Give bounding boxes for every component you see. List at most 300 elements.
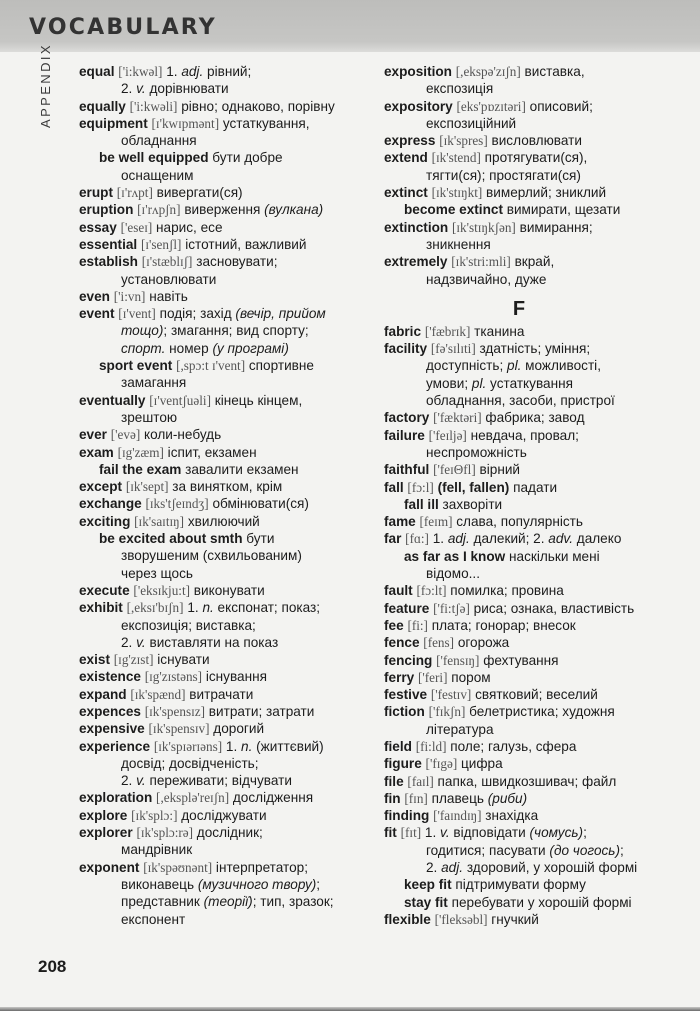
translation: цифра xyxy=(457,756,503,772)
grammar-note: adv. xyxy=(548,531,573,547)
transcription: [ɪg'zæm] xyxy=(117,444,164,460)
grammar-note: (вечір, прийом xyxy=(235,306,326,322)
headword: equal xyxy=(79,64,115,79)
translation: (fell, fallen) xyxy=(437,479,510,495)
entry-continuation xyxy=(79,340,374,357)
headword: keep fit xyxy=(404,877,452,893)
transcription: [ɪ'rʌpʃn] xyxy=(137,202,181,218)
translation: навіть xyxy=(145,288,188,304)
dictionary-entry xyxy=(79,253,374,270)
grammar-note: n. xyxy=(202,600,214,616)
translation: ; змагання; вид спорту; xyxy=(163,323,309,339)
dictionary-entry xyxy=(384,132,694,149)
transcription: [fə'sɪlɪti] xyxy=(430,341,476,357)
dictionary-entry xyxy=(384,530,694,547)
translation: вірний xyxy=(475,462,521,478)
translation: висловлювати xyxy=(487,133,582,149)
translation: мандрівник xyxy=(121,842,193,858)
entry-continuation xyxy=(79,911,374,928)
headword: explorer xyxy=(79,825,133,841)
transcription: ['feri] xyxy=(418,669,448,685)
translation: 2. xyxy=(121,773,137,789)
translation: падати xyxy=(509,479,558,495)
transcription: ['feɪljə] xyxy=(428,427,467,443)
translation: існувати xyxy=(153,652,210,668)
dictionary-entry xyxy=(384,634,694,651)
grammar-note: спорт. xyxy=(121,340,166,356)
phrase-entry xyxy=(384,548,694,565)
translation: вимерлий; зниклий xyxy=(482,185,607,201)
headword: equipment xyxy=(79,115,148,131)
transcription: [ɪ'senʃl] xyxy=(140,236,182,252)
dictionary-entry xyxy=(384,755,694,772)
transcription: [ɪ'vent] xyxy=(118,306,156,322)
dictionary-entry xyxy=(79,789,374,806)
entry-continuation xyxy=(79,322,374,339)
headword: become extinct xyxy=(404,202,503,218)
entry-continuation xyxy=(384,271,694,288)
dictionary-entry xyxy=(79,444,374,461)
transcription: [fɑ:] xyxy=(405,531,429,547)
headword: fin xyxy=(384,790,401,806)
translation: відповідати xyxy=(449,825,530,841)
translation: кінець кінцем, xyxy=(210,392,303,408)
translation: номер xyxy=(165,340,213,356)
dictionary-entry xyxy=(79,513,374,530)
entry-continuation xyxy=(79,565,374,582)
transcription: [ɪ'stæblɪʃ] xyxy=(141,254,193,270)
headword: expand xyxy=(79,686,127,702)
headword: flexible xyxy=(384,911,431,927)
grammar-note: (музичного твору) xyxy=(197,876,317,892)
translation: нарис, есе xyxy=(152,219,223,235)
headword: be well equipped xyxy=(99,150,209,166)
entry-continuation xyxy=(79,755,374,772)
translation: слава, популярність xyxy=(452,514,583,530)
dictionary-entry xyxy=(384,669,694,686)
headword: fall ill xyxy=(404,496,439,512)
page-number: 208 xyxy=(38,957,67,976)
translation: вивергати(ся) xyxy=(152,185,243,201)
entry-continuation xyxy=(79,841,374,858)
translation: далеко xyxy=(572,531,622,547)
headword: fence xyxy=(384,635,420,651)
transcription: [ɪk'splɔ:rə] xyxy=(136,825,194,841)
transcription: ['evə] xyxy=(110,427,141,443)
translation: установлювати xyxy=(121,271,217,287)
headword: failure xyxy=(384,427,425,443)
translation: гнучкий xyxy=(487,911,539,927)
entry-continuation xyxy=(384,375,694,392)
dictionary-entry xyxy=(384,652,694,669)
headword: establish xyxy=(79,254,138,270)
translation: витрати; затрати xyxy=(205,703,315,719)
transcription: ['eksɪkju:t] xyxy=(133,582,191,598)
entry-continuation xyxy=(79,167,374,184)
headword: fail the exam xyxy=(99,461,182,477)
transcription: ['feɪΘfl] xyxy=(433,462,476,478)
transcription: [ɪk'stri:mli] xyxy=(451,254,511,270)
headword: exam xyxy=(79,444,114,460)
transcription: [faɪl] xyxy=(407,773,434,789)
transcription: [,eksplə'reɪʃn] xyxy=(156,790,230,806)
translation: існування xyxy=(202,669,267,685)
entry-continuation xyxy=(384,842,694,859)
appendix-side-label: APPENDIX xyxy=(38,43,53,128)
translation: засновувати; xyxy=(192,254,278,270)
headword: erupt xyxy=(79,185,113,201)
headword: extinction xyxy=(384,219,449,235)
translation: невдача, провал; xyxy=(466,427,579,443)
headword: explore xyxy=(79,807,128,823)
headword: sport event xyxy=(99,358,173,374)
headword: ferry xyxy=(384,669,415,685)
transcription: ['fɪkʃn] xyxy=(428,704,466,720)
headword: finding xyxy=(384,808,430,824)
grammar-note: pl. xyxy=(507,358,522,374)
translation: істотний, важливий xyxy=(181,236,307,252)
dictionary-entry xyxy=(79,219,374,236)
translation: через щось xyxy=(121,565,193,581)
dictionary-entry xyxy=(384,98,694,115)
translation: белетристика; художня xyxy=(465,704,615,720)
headword: exponent xyxy=(79,859,140,875)
transcription: [ɪk'spænd] xyxy=(130,686,186,702)
entry-continuation xyxy=(79,634,374,651)
dictionary-entry xyxy=(384,738,694,755)
dictionary-entry xyxy=(384,409,694,426)
translation: пором xyxy=(447,669,491,685)
translation: ; xyxy=(619,842,624,858)
translation: обладнання xyxy=(121,133,197,149)
translation: поле; галузь, сфера xyxy=(446,738,577,754)
dictionary-entry xyxy=(384,63,694,80)
headword: stay fit xyxy=(404,894,448,910)
translation: 1. xyxy=(162,64,182,79)
headword: factory xyxy=(384,410,430,426)
dictionary-entry xyxy=(384,427,694,444)
headword: except xyxy=(79,479,123,495)
translation: література xyxy=(426,721,494,737)
transcription: [ɪk'spəʊnənt] xyxy=(143,859,213,875)
translation: доступність; xyxy=(426,358,508,374)
translation: риса; ознака, властивість xyxy=(469,600,635,616)
translation: експозиція xyxy=(426,81,494,97)
grammar-note: v. xyxy=(136,81,146,97)
transcription: ['fi:tʃə] xyxy=(433,600,470,616)
translation: оснащеним xyxy=(121,167,194,183)
dictionary-entry xyxy=(384,824,694,841)
translation: огорожа xyxy=(454,635,510,651)
dictionary-entry xyxy=(384,253,694,270)
transcription: [ɪk'saɪtɪŋ] xyxy=(134,513,185,529)
grammar-note: v. xyxy=(136,634,146,650)
transcription: [fi:] xyxy=(407,617,428,633)
transcription: [ɪk'spensɪv] xyxy=(148,721,210,737)
translation: бути xyxy=(242,531,275,547)
headword: faithful xyxy=(384,462,430,478)
dictionary-entry xyxy=(384,686,694,703)
translation: рівно; однаково, порівну xyxy=(177,98,335,114)
grammar-note: v. xyxy=(440,825,450,841)
dictionary-entry xyxy=(79,703,374,720)
translation: фабрика; завод xyxy=(481,410,585,426)
translation: дорівнювати xyxy=(145,81,229,97)
translation: переживати; відчувати xyxy=(145,773,292,789)
dictionary-entry xyxy=(79,201,374,218)
dictionary-entry xyxy=(384,513,694,530)
translation: тканина xyxy=(470,323,525,339)
phrase-entry xyxy=(79,461,374,478)
headword: eventually xyxy=(79,392,146,408)
dictionary-entry xyxy=(384,323,694,340)
dictionary-entry xyxy=(79,859,374,876)
entry-continuation xyxy=(79,547,374,564)
translation: рівний; xyxy=(203,64,252,79)
dictionary-entry xyxy=(384,790,694,807)
translation: 1. xyxy=(183,600,203,616)
translation: протягувати(ся), xyxy=(480,150,588,166)
headword: exposition xyxy=(384,64,452,79)
headword: exchange xyxy=(79,496,142,512)
dictionary-entry xyxy=(384,617,694,634)
headword: file xyxy=(384,773,404,789)
translation: досліджувати xyxy=(177,807,267,823)
translation: ; тип, зразок; xyxy=(252,894,334,910)
headword: expository xyxy=(384,98,453,114)
translation: за винятком, крім xyxy=(168,479,283,495)
translation: тягти(ся); простягати(ся) xyxy=(426,167,581,183)
translation: бути добре xyxy=(208,150,283,166)
dictionary-entry xyxy=(384,184,694,201)
translation: можливості, xyxy=(521,358,601,374)
translation: представник xyxy=(121,894,204,910)
translation: витрачати xyxy=(185,686,254,702)
phrase-entry xyxy=(79,149,374,166)
grammar-note: (теорії) xyxy=(203,894,253,910)
headword: as far as I know xyxy=(404,548,506,564)
entry-continuation xyxy=(384,392,694,409)
translation: знахідка xyxy=(481,808,539,824)
transcription: [fɪn] xyxy=(404,790,428,806)
dictionary-entry xyxy=(384,703,694,720)
translation: виставляти на показ xyxy=(145,634,279,650)
headword: even xyxy=(79,288,110,304)
headword: fabric xyxy=(384,323,422,339)
headword: exciting xyxy=(79,513,131,529)
phrase-entry xyxy=(384,876,694,893)
translation: виконавець xyxy=(121,876,198,892)
headword: fiction xyxy=(384,704,425,720)
translation: дослідження xyxy=(229,790,314,806)
translation: дорогий xyxy=(209,721,265,737)
entry-continuation xyxy=(384,357,694,374)
dictionary-entry xyxy=(79,824,374,841)
translation: завалити екзамен xyxy=(181,461,299,477)
translation: замагання xyxy=(121,375,187,391)
dictionary-entry xyxy=(79,738,374,755)
headword: essay xyxy=(79,219,117,235)
translation: 1. xyxy=(421,825,441,841)
headword: execute xyxy=(79,582,130,598)
translation: далекий; 2. xyxy=(469,531,549,547)
translation: описовий; xyxy=(525,98,593,114)
entry-continuation xyxy=(384,859,694,876)
entry-continuation xyxy=(384,236,694,253)
transcription: [ɪk'spensɪz] xyxy=(144,703,205,719)
headword: fencing xyxy=(384,652,433,668)
translation: фехтування xyxy=(479,652,559,668)
headword: express xyxy=(384,133,436,149)
transcription: [ɪks'tʃeɪndʒ] xyxy=(145,496,209,512)
transcription: [feɪm] xyxy=(419,514,453,530)
entry-continuation xyxy=(79,617,374,634)
transcription: ['faɪndɪŋ] xyxy=(433,808,482,824)
translation: захворіти xyxy=(438,496,503,512)
headword: festive xyxy=(384,687,428,703)
headword: equally xyxy=(79,98,126,114)
transcription: [ɪk'spɪərɪəns] xyxy=(153,738,223,754)
translation: зрештою xyxy=(121,409,178,425)
dictionary-entry xyxy=(79,426,374,443)
headword: feature xyxy=(384,600,430,616)
transcription: ['eseɪ] xyxy=(120,219,153,235)
transcription: [ɪg'zɪst] xyxy=(113,652,154,668)
dictionary-entry xyxy=(384,582,694,599)
translation: вимирати, щезати xyxy=(502,202,621,218)
translation: інтерпретатор; xyxy=(212,859,308,875)
entry-continuation xyxy=(79,80,374,97)
transcription: [ɪk'splɔ:] xyxy=(131,807,178,823)
dictionary-entry xyxy=(79,720,374,737)
headword: facility xyxy=(384,341,428,357)
dictionary-entry xyxy=(384,773,694,790)
translation: устаткування, xyxy=(219,115,310,131)
dictionary-entry xyxy=(79,236,374,253)
entry-continuation xyxy=(79,876,374,893)
translation: 1. xyxy=(428,531,448,547)
transcription: ['fɪgə] xyxy=(425,756,458,772)
translation: (життєвий) xyxy=(252,738,324,754)
entry-continuation xyxy=(79,893,374,910)
dictionary-entry xyxy=(79,478,374,495)
headword: expences xyxy=(79,703,141,719)
translation: дослідник; xyxy=(193,825,263,841)
headword: exploration xyxy=(79,790,153,806)
dictionary-entry xyxy=(79,184,374,201)
dictionary-entry xyxy=(384,149,694,166)
dictionary-entry xyxy=(384,219,694,236)
right-column xyxy=(384,63,694,928)
page-bottom-edge xyxy=(0,1007,700,1011)
transcription: [fi:ld] xyxy=(415,738,447,754)
grammar-note: v. xyxy=(136,773,146,789)
phrase-entry xyxy=(384,201,694,218)
translation: підтримувати форму xyxy=(451,877,586,893)
grammar-note: adj. xyxy=(181,64,204,79)
entry-continuation xyxy=(79,772,374,789)
phrase-entry xyxy=(384,496,694,513)
translation: папка, швидкозшивач; файл xyxy=(433,773,617,789)
transcription: [fens] xyxy=(423,635,455,651)
transcription: ['i:kwəli] xyxy=(129,98,178,114)
translation: плата; гонорар; внесок xyxy=(427,617,576,633)
transcription: [ɪk'sept] xyxy=(125,479,169,495)
translation: експонат; показ; xyxy=(213,600,321,616)
translation: надзвичайно, дуже xyxy=(426,271,547,287)
dictionary-entry xyxy=(384,479,694,496)
translation: спортивне xyxy=(245,358,314,374)
transcription: [fɔ:l] xyxy=(407,479,434,495)
translation: обладнання, засоби, пристрої xyxy=(426,393,615,409)
transcription: [ɪk'stɪŋkʃən] xyxy=(451,219,516,235)
transcription: ['fæktəri] xyxy=(433,410,482,426)
translation: 2. xyxy=(121,81,137,97)
dictionary-entry xyxy=(384,600,694,617)
transcription: [,ekspə'zɪʃn] xyxy=(455,64,521,79)
translation: виставка, xyxy=(520,64,585,79)
dictionary-entry xyxy=(79,63,374,80)
dictionary-entry xyxy=(79,686,374,703)
transcription: [ɪ'kwɪpmənt] xyxy=(151,115,220,131)
translation: здатність; уміння; xyxy=(475,341,591,357)
translation: 2. xyxy=(426,860,442,876)
grammar-note: (вулкана) xyxy=(264,202,324,218)
translation: експонент xyxy=(121,911,186,927)
translation: умови; xyxy=(426,375,472,391)
transcription: [ɪg'zɪstəns] xyxy=(144,669,203,685)
dictionary-entry xyxy=(384,807,694,824)
grammar-note: pl. xyxy=(471,375,487,391)
section-title: VOCABULARY xyxy=(29,15,217,40)
headword: fall xyxy=(384,479,404,495)
translation: зворушеним (схвильованим) xyxy=(121,548,302,564)
translation: здоровий, у хорошій формі xyxy=(463,860,638,876)
headword: experience xyxy=(79,738,151,754)
dictionary-entry xyxy=(384,911,694,928)
translation: плавець xyxy=(427,790,488,806)
grammar-note: n. xyxy=(241,738,253,754)
dictionary-entry xyxy=(79,582,374,599)
headword: exhibit xyxy=(79,600,123,616)
left-column xyxy=(79,63,374,928)
translation: обмінювати(ся) xyxy=(208,496,309,512)
headword: extinct xyxy=(384,185,428,201)
transcription: ['fleksəbl] xyxy=(434,911,488,927)
translation: виверження xyxy=(180,202,265,218)
translation: годитися; пасувати xyxy=(426,842,550,858)
transcription: [ɪk'stɪŋkt] xyxy=(431,185,483,201)
grammar-note: adj. xyxy=(441,860,464,876)
translation: 1. xyxy=(222,738,242,754)
dictionary-entry xyxy=(79,305,374,322)
dictionary-entry xyxy=(79,807,374,824)
entry-continuation xyxy=(79,409,374,426)
transcription: [,eksɪ'bɪʃn] xyxy=(126,600,184,616)
dictionary-entry xyxy=(79,495,374,512)
transcription: [ɪ'ventʃuəli] xyxy=(149,392,211,408)
headword: be excited about smth xyxy=(99,531,243,547)
headword: exist xyxy=(79,652,110,668)
headword: extend xyxy=(384,150,428,166)
translation: експозиційний xyxy=(426,115,517,131)
grammar-note: adj. xyxy=(447,531,470,547)
headword: figure xyxy=(384,756,422,772)
translation: коли-небудь xyxy=(140,427,222,443)
phrase-entry xyxy=(79,530,374,547)
entry-continuation xyxy=(384,115,694,132)
translation: перебувати у хорошій формі xyxy=(447,894,632,910)
